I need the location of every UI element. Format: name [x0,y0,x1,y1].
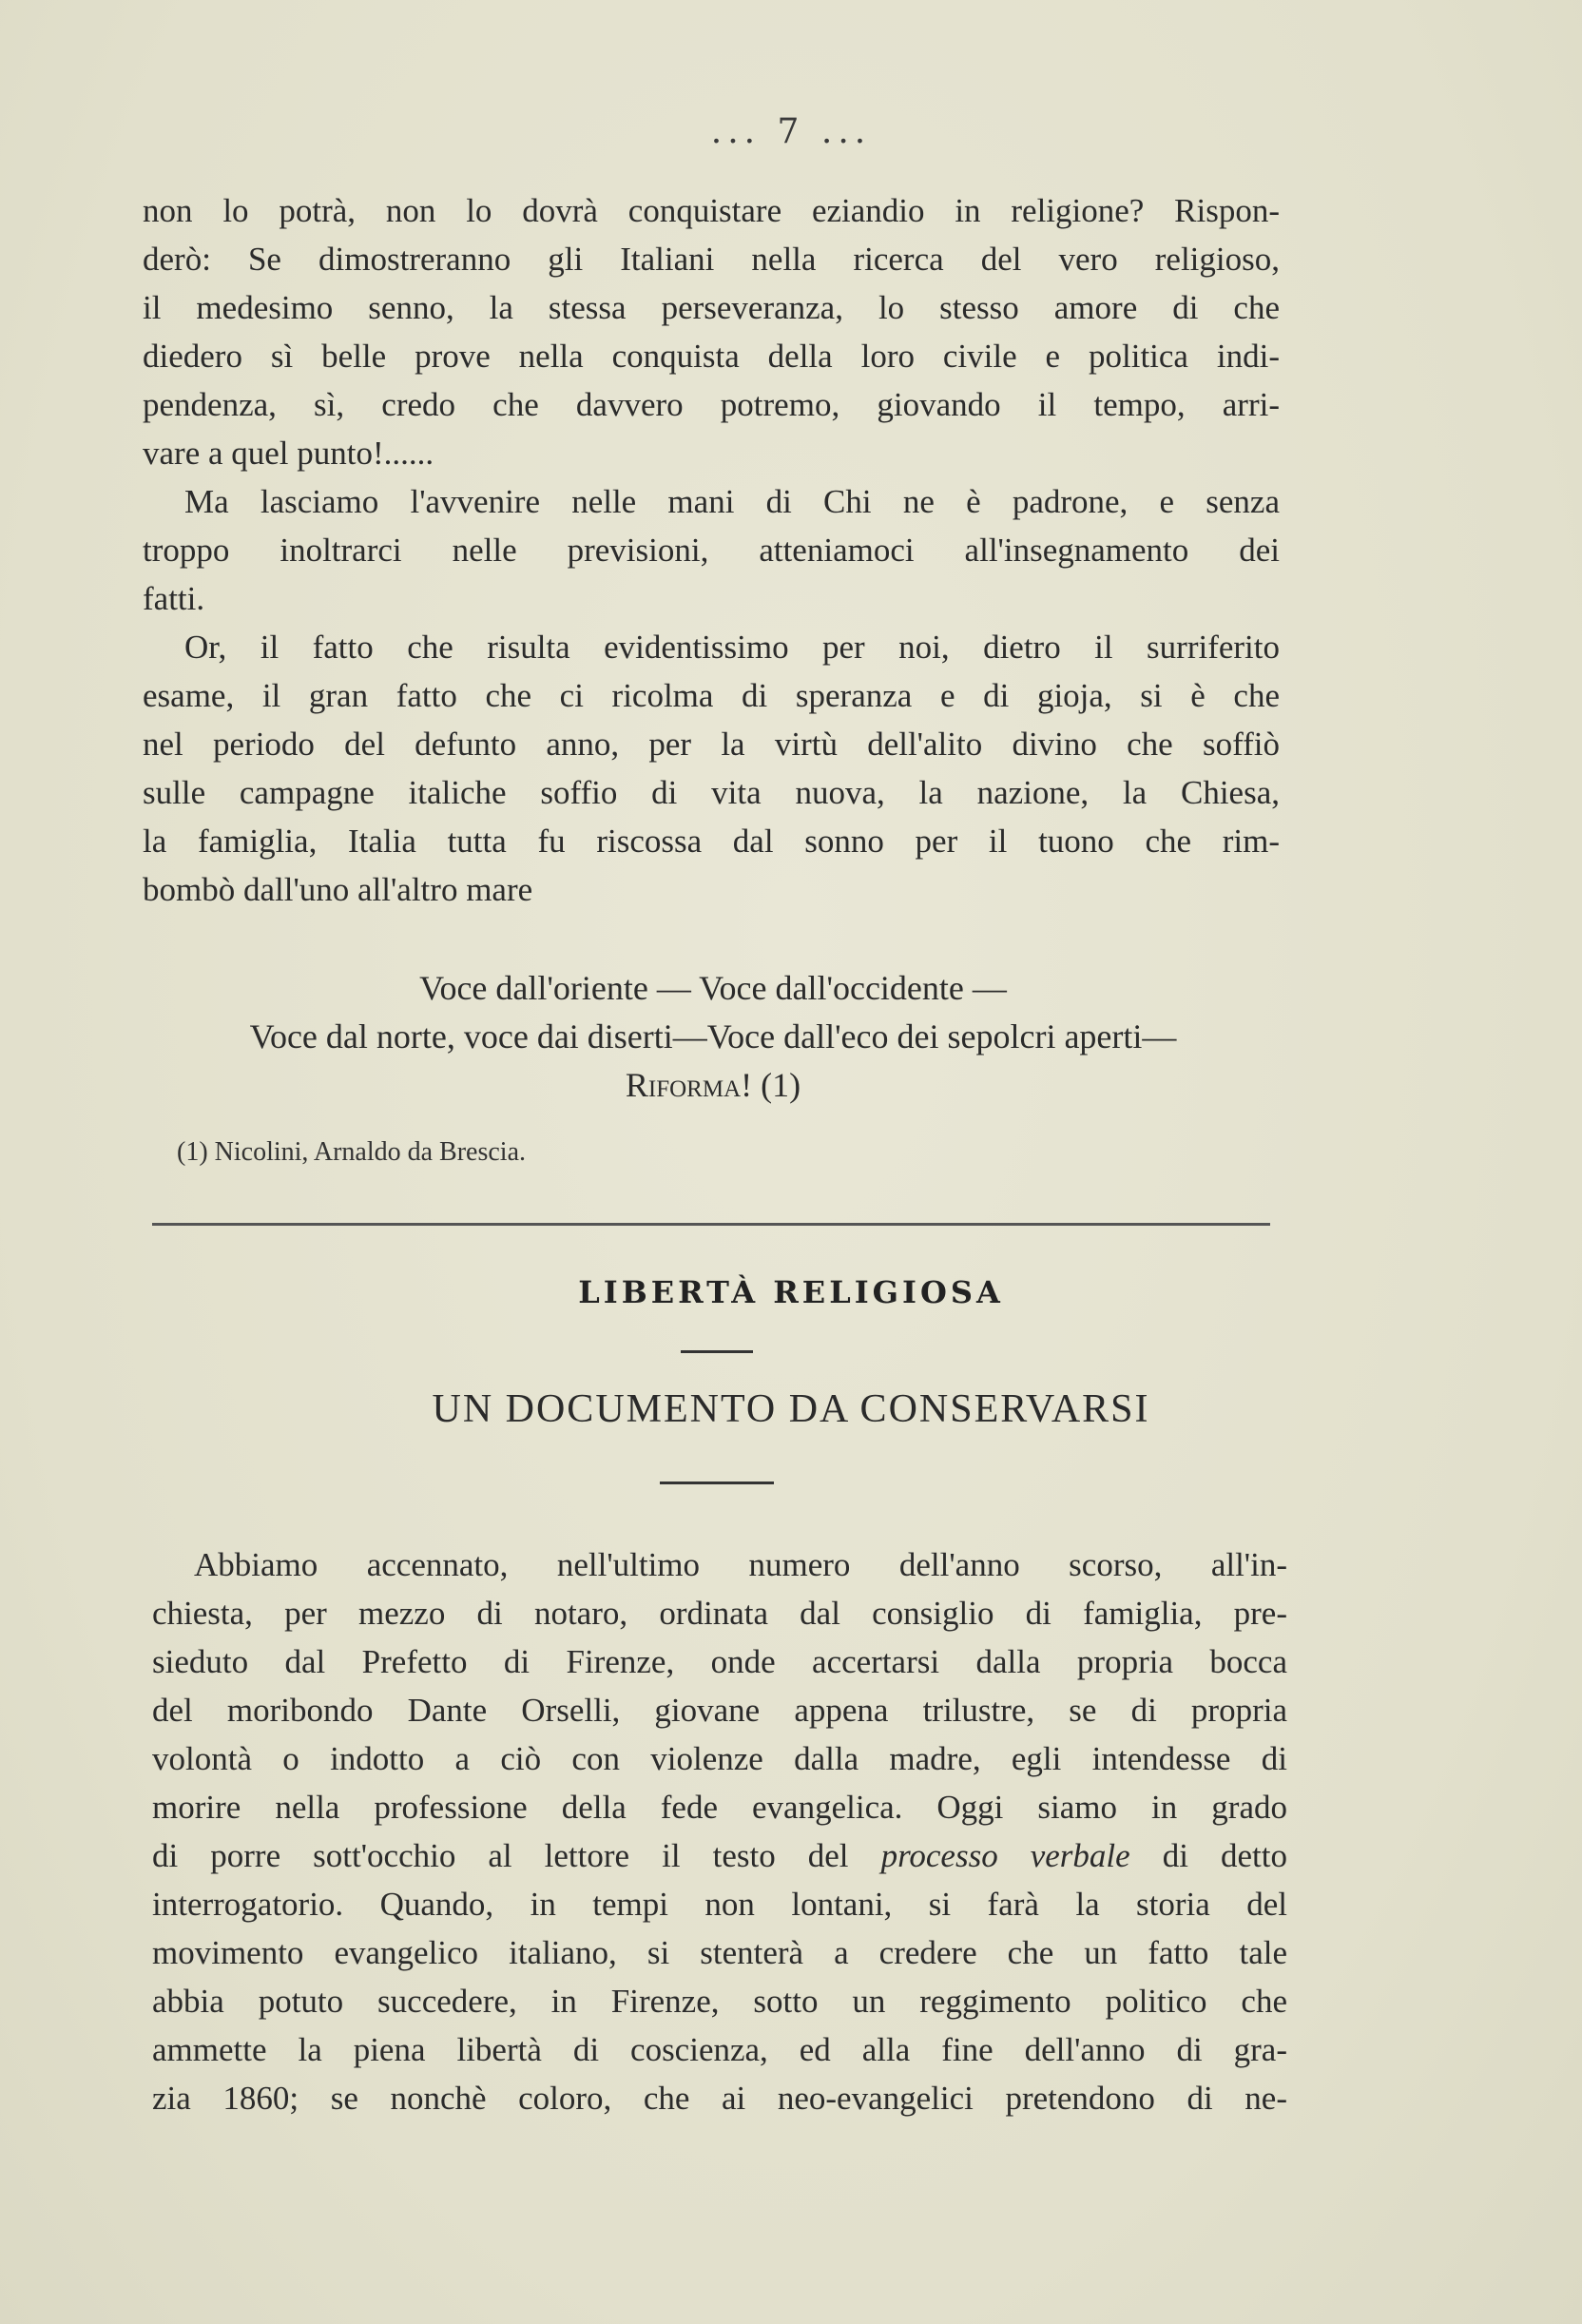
text-line: derò: Se dimostreranno gli Italiani nella ricerca del vero religioso, [143,241,1280,278]
title-divider [681,1350,753,1353]
text-line: del moribondo Dante Orselli, giovane appena trilustre, se di propria [152,1692,1287,1729]
verse-line: Voce dall'oriente — Voce dall'occidente — [419,969,1007,1007]
text-line: nel periodo del defunto anno, per la virtù dell'alito divino che soffiò [143,726,1280,763]
text-line: diedero sì belle prove nella conquista della loro civile e politica indi- [143,338,1280,375]
verse-quote [143,964,1283,1110]
text-line: sulle campagne italiche soffio di vita nuova, la nazione, la Chiesa, [143,774,1280,811]
text-line: Ma lasciamo l'avvenire nelle mani di Chi ne è padrone, e senza [184,483,1280,520]
document-title: UN DOCUMENTO DA CONSERVARSI [432,1387,1150,1431]
page-number: ... 7 ... [710,112,872,151]
text-line: pendenza, sì, credo che davvero potremo, giovando il tempo, arri- [143,386,1280,423]
verse-line: Voce dal norte, voce dai diserti—Voce dall'eco dei sepolcri aperti— [249,1017,1177,1055]
text-line: fatti. [143,580,205,617]
text-line: sieduto dal Prefetto di Firenze, onde accertarsi dalla propria bocca [152,1643,1287,1680]
text-line: volontà o indotto a ciò con violenze dalla madre, egli intendesse di [152,1740,1287,1777]
text-line: ammette la piena libertà di coscienza, ed alla fine dell'anno di gra- [152,2031,1287,2068]
text-line: troppo inoltrarci nelle previsioni, atteniamoci all'insegnamento dei [143,532,1280,569]
text-line: chiesta, per mezzo di notaro, ordinata dal consiglio di famiglia, pre- [152,1595,1287,1632]
intro-paragraphs [143,186,1280,914]
text-line: morire nella professione della fede evangelica. Oggi siamo in grado [152,1789,1287,1826]
text-line: il medesimo senno, la stessa perseveranza, lo stesso amore di che [143,289,1280,326]
text-line [152,1831,1287,1880]
verse-line: Riforma! (1) [625,1066,801,1104]
section-divider [152,1223,1270,1226]
body-paragraph [152,1540,1287,2122]
text-line: abbia potuto succedere, in Firenze, sotto un reggimento politico che [152,1983,1287,2020]
text-line: interrogatorio. Quando, in tempi non lontani, si farà la storia del [152,1886,1287,1923]
text-line: esame, il gran fatto che ci ricolma di speranza e di gioja, si è che [143,677,1280,714]
text-line: bombò dall'uno all'altro mare [143,871,533,908]
footnote: (1) Nicolini, Arnaldo da Brescia. [177,1137,527,1167]
text-line: Abbiamo accennato, nell'ultimo numero dell'anno scorso, all'in- [194,1546,1287,1583]
text-segment: di detto [1162,1837,1287,1874]
title-divider [660,1482,774,1484]
text-line: non lo potrà, non lo dovrà conquistare eziandio in religione? Rispon- [143,192,1280,229]
text-line: zia 1860; se nonchè coloro, che ai neo-evangelici pretendono di ne- [152,2080,1287,2117]
text-segment: di porre sott'occhio al lettore il testo del [152,1837,849,1874]
section-title: LIBERTÀ RELIGIOSA [578,1274,1004,1310]
text-line: Or, il fatto che risulta evidentissimo per noi, dietro il surriferito [184,629,1280,666]
text-line: la famiglia, Italia tutta fu riscossa dal sonno per il tuono che rim- [143,823,1280,860]
italic-term: processo verbale [880,1837,1130,1874]
text-line: movimento evangelico italiano, si stenterà a credere che un fatto tale [152,1934,1287,1971]
text-line: vare a quel punto!...... [143,435,434,472]
